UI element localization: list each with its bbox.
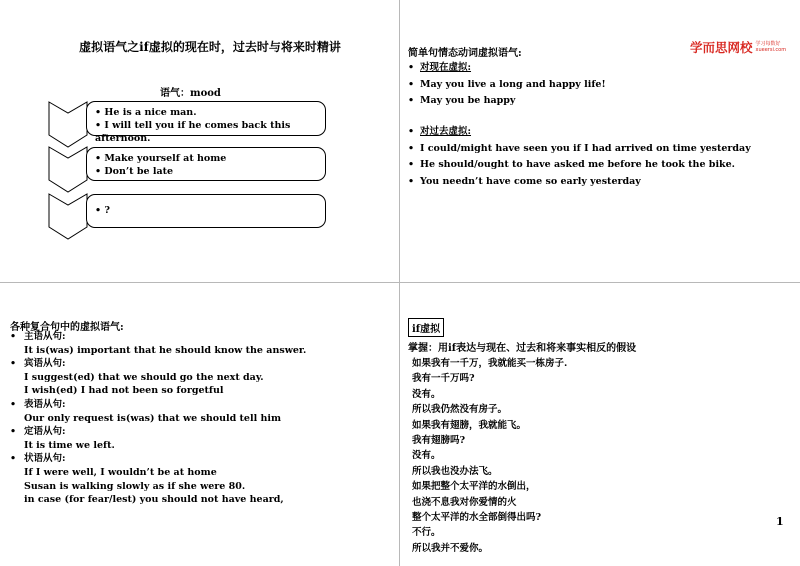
example-line: 如果把整个太平洋的水倒出， <box>412 481 536 493</box>
example-line: 所以我仍然没有房子。 <box>412 404 508 416</box>
clause-heading-adverbial: • 状语从句: <box>10 452 306 466</box>
past-heading: • 对过去虚拟: <box>408 124 751 141</box>
grasp-statement: 掌握：用if表达与现在、过去和将来事实相反的假设 <box>408 343 637 354</box>
example-line: 所以我并不爱你。 <box>412 542 489 554</box>
clause-heading-subject: • 主语从句: <box>10 330 306 344</box>
example-line: 如果我有一千万，我就能买一栋房子. <box>412 358 568 369</box>
mood-box-1-line-1: • He is a nice man. <box>95 106 317 119</box>
past-subjunctive-list <box>408 124 751 190</box>
clause-heading-object: • 宾语从句: <box>10 357 306 371</box>
slide-1-title: 虚拟语气之if虚拟的现在时，过去时与将来时精讲 <box>79 40 341 54</box>
example-line: 所以我也没办法飞。 <box>412 465 498 477</box>
mood-box-2-line-1: • Make yourself at home <box>95 152 317 165</box>
mood-label: 语气：mood <box>160 88 221 99</box>
chevron-shape-2 <box>48 146 88 193</box>
clause-example: in case (for fear/lest) you should not have heard, <box>24 494 284 506</box>
chevron-shape-1 <box>48 101 88 148</box>
mood-box-1-line-2: • I will tell you if he comes back this afternoon. <box>95 119 317 145</box>
if-subjunctive-label: if虚拟 <box>408 318 444 337</box>
example-line: 如果我有翅膀，我就能飞。 <box>412 419 527 431</box>
clause-example: Our only request is(was) that we should tell him <box>24 412 282 424</box>
clause-example: I suggest(ed) that we should go the next day. <box>24 371 264 383</box>
vertical-divider <box>399 0 400 566</box>
mood-box-2 <box>86 147 326 181</box>
example-line: 我有一千万吗? <box>412 373 475 385</box>
clause-example: I wish(ed) I had not been so forgetful <box>24 385 224 397</box>
clause-list <box>10 330 306 507</box>
clause-example: Susan is walking slowly as if she were 80. <box>24 480 246 492</box>
slide-2-title: 简单句情态动词虚拟语气: <box>408 48 522 59</box>
example-text <box>412 356 567 556</box>
example-line: 没有。 <box>412 450 441 462</box>
horizontal-divider <box>0 282 800 283</box>
logo-sub-line-2: xueersi.com <box>755 47 787 53</box>
mood-box-3 <box>86 194 326 228</box>
mood-box-3-line-1: • ? <box>95 204 317 217</box>
clause-example: If I were well, I wouldn’t be at home <box>24 466 217 478</box>
logo-sub-line-1: 学习每数好 <box>755 41 781 47</box>
clause-example: It is(was) important that he should know the answer. <box>24 344 307 356</box>
example-line: 没有。 <box>412 388 441 400</box>
mood-box-2-line-2: • Don’t be late <box>95 165 317 178</box>
logo-sub <box>756 41 787 53</box>
past-item: • I could/might have seen you if I had arrived on time yesterday <box>408 141 751 158</box>
page-number: 1 <box>776 515 784 528</box>
modal-subjunctive-list <box>408 60 606 110</box>
example-line: 不行。 <box>412 527 441 539</box>
example-line: 整个太平洋的水全部倒得出吗? <box>412 512 542 524</box>
example-line: 也浇不息我对你爱情的火 <box>412 496 517 508</box>
clause-heading-predicative: • 表语从句: <box>10 398 306 412</box>
chevron-shape-3 <box>48 193 88 240</box>
clause-example: It is time we left. <box>24 439 115 451</box>
slide-3-title: 各种复合句中的虚拟语气: <box>10 322 124 333</box>
present-heading: • 对现在虚拟: <box>408 60 606 77</box>
present-item: • May you live a long and happy life! <box>408 77 606 94</box>
clause-heading-attributive: • 定语从句: <box>10 425 306 439</box>
present-item: • May you be happy <box>408 93 606 110</box>
example-line: 我有翅膀吗? <box>412 435 466 447</box>
past-item: • You needn’t have come so early yesterday <box>408 174 751 191</box>
past-item: • He should/ought to have asked me before he took the bike. <box>408 157 751 174</box>
xueersi-logo <box>690 38 786 56</box>
logo-text: 学而思网校 <box>690 40 753 55</box>
mood-box-1 <box>86 101 326 144</box>
